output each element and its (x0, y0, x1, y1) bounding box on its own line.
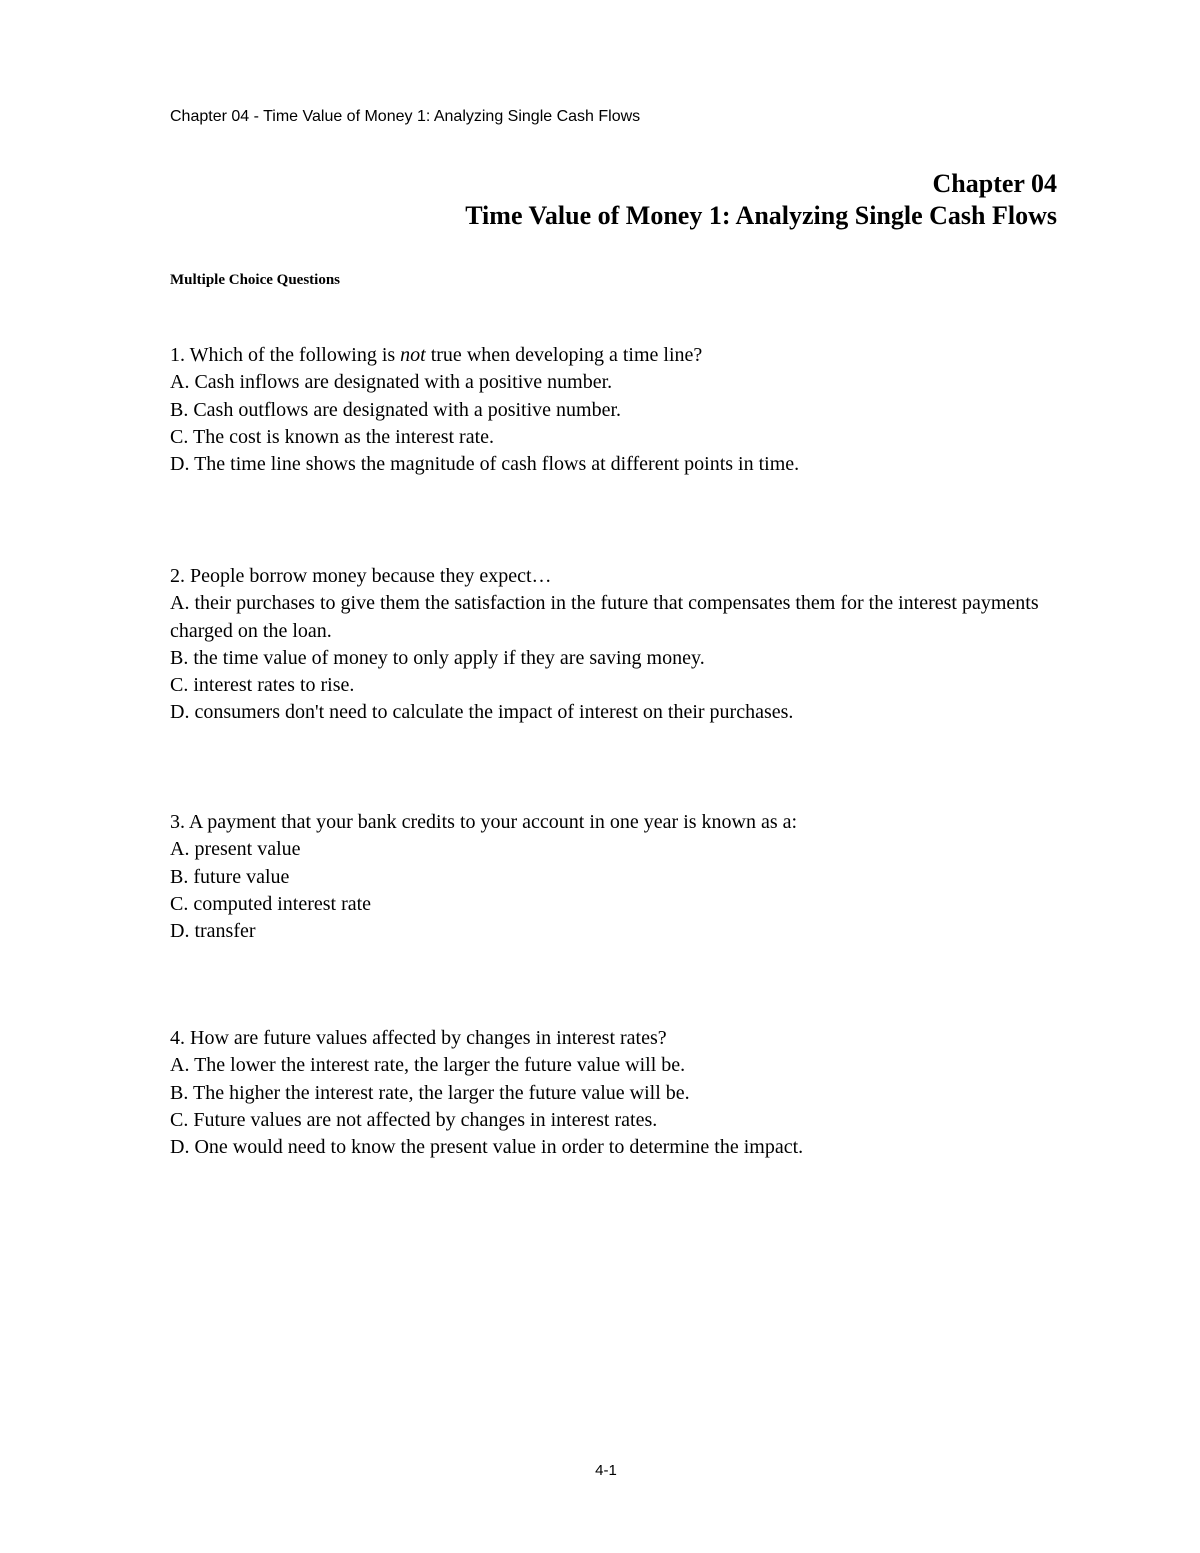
answer-option-d: D. One would need to know the present value in order to determine the impact. (170, 1136, 804, 1159)
answer-option-a: A. present value (170, 838, 301, 861)
question-1 (170, 342, 1050, 478)
answer-option-b: B. Cash outflows are designated with a positive number. (170, 398, 622, 421)
answer-option-d: D. consumers don't need to calculate the impact of interest on their purchases. (170, 701, 794, 724)
chapter-number-title: Chapter 04 (932, 169, 1057, 198)
answer-option-b: B. The higher the interest rate, the larger the future value will be. (170, 1081, 690, 1104)
question-stem: 4. How are future values affected by changes in interest rates? (170, 1027, 667, 1049)
answer-option-d: D. The time line shows the magnitude of cash flows at different points in time. (170, 453, 800, 476)
answer-option-d: D. transfer (170, 920, 256, 943)
question-stem-prefix: 1. Which of the following is (170, 344, 401, 366)
question-stem-emphasis: not (400, 344, 426, 366)
question-stem (170, 342, 1050, 369)
answer-option-a: A. The lower the interest rate, the larger the future value will be. (170, 1054, 686, 1077)
answer-option-a: A. their purchases to give them the satisfaction in the future that compensates them for the interest payments charged on the loan. (170, 592, 1039, 642)
answer-option-a: A. Cash inflows are designated with a positive number. (170, 371, 613, 394)
question-stem: 3. A payment that your bank credits to your account in one year is known as a: (170, 811, 798, 833)
question-2 (170, 563, 1050, 727)
section-heading: Multiple Choice Questions (170, 272, 341, 288)
question-4 (170, 1025, 1050, 1161)
question-stem-suffix: true when developing a time line? (425, 344, 703, 366)
answer-option-c: C. computed interest rate (170, 892, 372, 915)
answer-option-b: B. future value (170, 865, 290, 888)
question-3 (170, 809, 1050, 945)
answer-option-c: C. interest rates to rise. (170, 674, 355, 697)
running-header: Chapter 04 - Time Value of Money 1: Analyzing Single Cash Flows (170, 108, 641, 125)
chapter-title-block (465, 168, 1057, 232)
answer-option-c: C. Future values are not affected by changes in interest rates. (170, 1108, 658, 1131)
answer-option-b: B. the time value of money to only apply if they are saving money. (170, 646, 705, 669)
answer-option-c: C. The cost is known as the interest rate. (170, 425, 495, 448)
chapter-name-title: Time Value of Money 1: Analyzing Single Cash Flows (465, 201, 1057, 230)
question-stem: 2. People borrow money because they expect… (170, 565, 552, 587)
page-number: 4-1 (595, 1462, 617, 1479)
